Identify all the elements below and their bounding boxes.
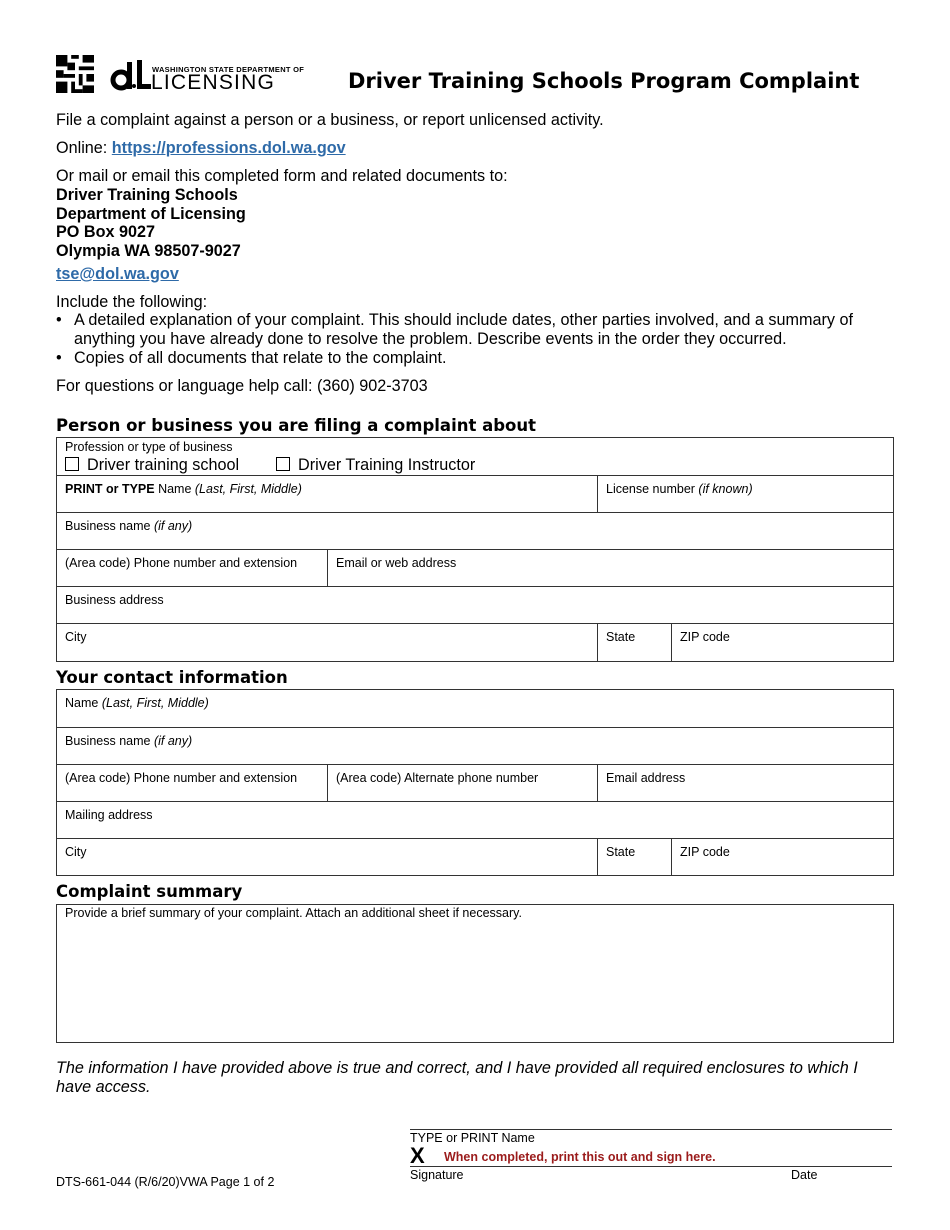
complaint-summary-field[interactable]	[56, 904, 894, 1043]
checkbox-driver-training-school[interactable]	[65, 457, 79, 471]
contact-email-field[interactable]: Email address	[597, 765, 893, 802]
contact-name-field[interactable]: Name (Last, First, Middle)	[65, 696, 209, 710]
include-list	[56, 311, 886, 368]
barcode-icon	[56, 55, 94, 93]
dept-name-small: WASHINGTON STATE DEPARTMENT OF	[152, 65, 305, 74]
online-line	[56, 139, 346, 158]
subject-state-field[interactable]: State	[597, 624, 672, 662]
section-heading-summary: Complaint summary	[56, 882, 243, 901]
contact-alt-phone-field[interactable]: (Area code) Alternate phone number	[327, 765, 598, 802]
option-label: Driver training school	[87, 456, 240, 474]
signature-label: Signature	[410, 1168, 464, 1182]
sign-x-mark: X	[410, 1143, 425, 1168]
dept-name-big: LICENSING	[151, 71, 275, 94]
contact-phone-field[interactable]: (Area code) Phone number and extension	[65, 771, 298, 785]
email-link[interactable]: tse@dol.wa.gov	[56, 265, 179, 283]
print-name-label: TYPE or PRINT Name	[410, 1131, 535, 1145]
profession-label: Profession or type of business	[65, 440, 233, 454]
list-item: • Copies of all documents that relate to the complaint.	[56, 349, 447, 367]
subject-business-name-field[interactable]: Business name (if any)	[57, 512, 893, 550]
contact-business-name-field[interactable]: Business name (if any)	[57, 727, 893, 765]
help-text: For questions or language help call: (360) 902-3703	[56, 377, 428, 395]
subject-email-field[interactable]: Email or web address	[327, 550, 893, 587]
contact-city-field[interactable]: City	[65, 845, 87, 859]
mailing-address-field[interactable]: Mailing address	[57, 801, 893, 839]
summary-instruction: Provide a brief summary of your complaint. Attach an additional sheet if necessary.	[65, 906, 522, 920]
include-label: Include the following:	[56, 293, 208, 311]
option-label: Driver Training Instructor	[298, 456, 476, 474]
sign-here-note: When completed, print this out and sign here.	[444, 1150, 716, 1164]
date-label: Date	[791, 1168, 818, 1182]
intro-text: File a complaint against a person or a business, or report unlicensed activity.	[56, 111, 604, 129]
subject-form	[56, 437, 894, 662]
online-link[interactable]: https://professions.dol.wa.gov	[111, 139, 346, 157]
section-heading-contact: Your contact information	[56, 668, 288, 687]
license-number-field[interactable]: License number (if known)	[597, 476, 893, 513]
subject-zip-field[interactable]: ZIP code	[671, 624, 893, 662]
address-line: Driver Training Schools	[56, 186, 238, 204]
section-heading-subject: Person or business you are filing a complaint about	[56, 416, 537, 435]
checkbox-driver-training-instructor[interactable]	[276, 457, 290, 471]
address-line: Department of Licensing	[56, 205, 246, 223]
contact-zip-field[interactable]: ZIP code	[671, 839, 893, 876]
subject-name-field[interactable]: PRINT or TYPE Name (Last, First, Middle)	[65, 482, 302, 496]
subject-city-field[interactable]: City	[65, 630, 87, 644]
address-line: PO Box 9027	[56, 223, 155, 241]
business-address-field[interactable]: Business address	[57, 586, 893, 624]
declaration-text: The information I have provided above is true and correct, and I have provided all required enclosures to which I have access.	[56, 1059, 858, 1096]
name-line	[410, 1129, 892, 1130]
subject-phone-field[interactable]: (Area code) Phone number and extension	[65, 556, 298, 570]
form-id: DTS-661-044 (R/6/20)VWA Page 1 of 2	[56, 1175, 275, 1189]
contact-state-field[interactable]: State	[597, 839, 672, 876]
signature-line[interactable]	[410, 1166, 892, 1167]
profession-row	[57, 438, 893, 475]
page-title: Driver Training Schools Program Complaint	[348, 69, 860, 93]
dol-logo-icon	[110, 58, 152, 92]
address-line: Olympia WA 98507-9027	[56, 242, 241, 260]
mail-intro: Or mail or email this completed form and related documents to:	[56, 167, 508, 185]
list-item: • A detailed explanation of your complaint. This should include dates, other parties involved, and a summary of anything you have already done to resolve the problem. Describe events in the order they occurred.	[56, 311, 853, 348]
contact-form	[56, 689, 894, 876]
online-label: Online:	[56, 139, 112, 157]
